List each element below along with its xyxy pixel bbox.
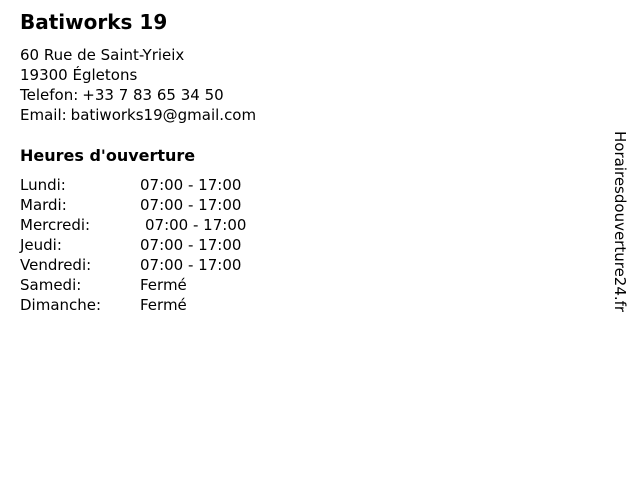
phone-value: +33 7 83 65 34 50 — [82, 86, 224, 104]
address-city: 19300 Égletons — [20, 66, 138, 84]
day-label: Lundi: — [20, 176, 66, 194]
hours-row-monday — [20, 175, 640, 195]
hours-row-thursday — [20, 235, 640, 255]
email-label: Email: — [20, 106, 67, 124]
email-line — [20, 105, 640, 125]
hours-row-tuesday — [20, 195, 640, 215]
day-hours: 07:00 - 17:00 — [140, 176, 242, 194]
day-label: Vendredi: — [20, 256, 92, 274]
hours-row-wednesday — [20, 215, 640, 235]
address-block — [20, 45, 640, 125]
hours-row-saturday — [20, 275, 640, 295]
day-hours: Fermé — [140, 296, 187, 314]
business-name: Batiworks 19 — [20, 10, 168, 34]
day-label: Mardi: — [20, 196, 67, 214]
day-label: Samedi: — [20, 276, 82, 294]
site-watermark: Horairesdouverture24.fr — [611, 131, 629, 313]
hours-row-friday — [20, 255, 640, 275]
hours-row-sunday — [20, 295, 640, 315]
hours-table — [20, 175, 640, 315]
day-hours: 07:00 - 17:00 — [140, 236, 242, 254]
day-label: Mercredi: — [20, 216, 91, 234]
email-value: batiworks19@gmail.com — [70, 106, 257, 124]
phone-label: Telefon: — [20, 86, 79, 104]
day-hours: 07:00 - 17:00 — [140, 256, 242, 274]
hours-title: Heures d'ouverture — [20, 146, 196, 165]
phone-line — [20, 85, 640, 105]
day-hours: Fermé — [140, 276, 187, 294]
day-label: Dimanche: — [20, 296, 102, 314]
day-label: Jeudi: — [20, 236, 62, 254]
day-hours: 07:00 - 17:00 — [140, 196, 242, 214]
address-street: 60 Rue de Saint-Yrieix — [20, 46, 185, 64]
day-hours: 07:00 - 17:00 — [145, 216, 247, 234]
